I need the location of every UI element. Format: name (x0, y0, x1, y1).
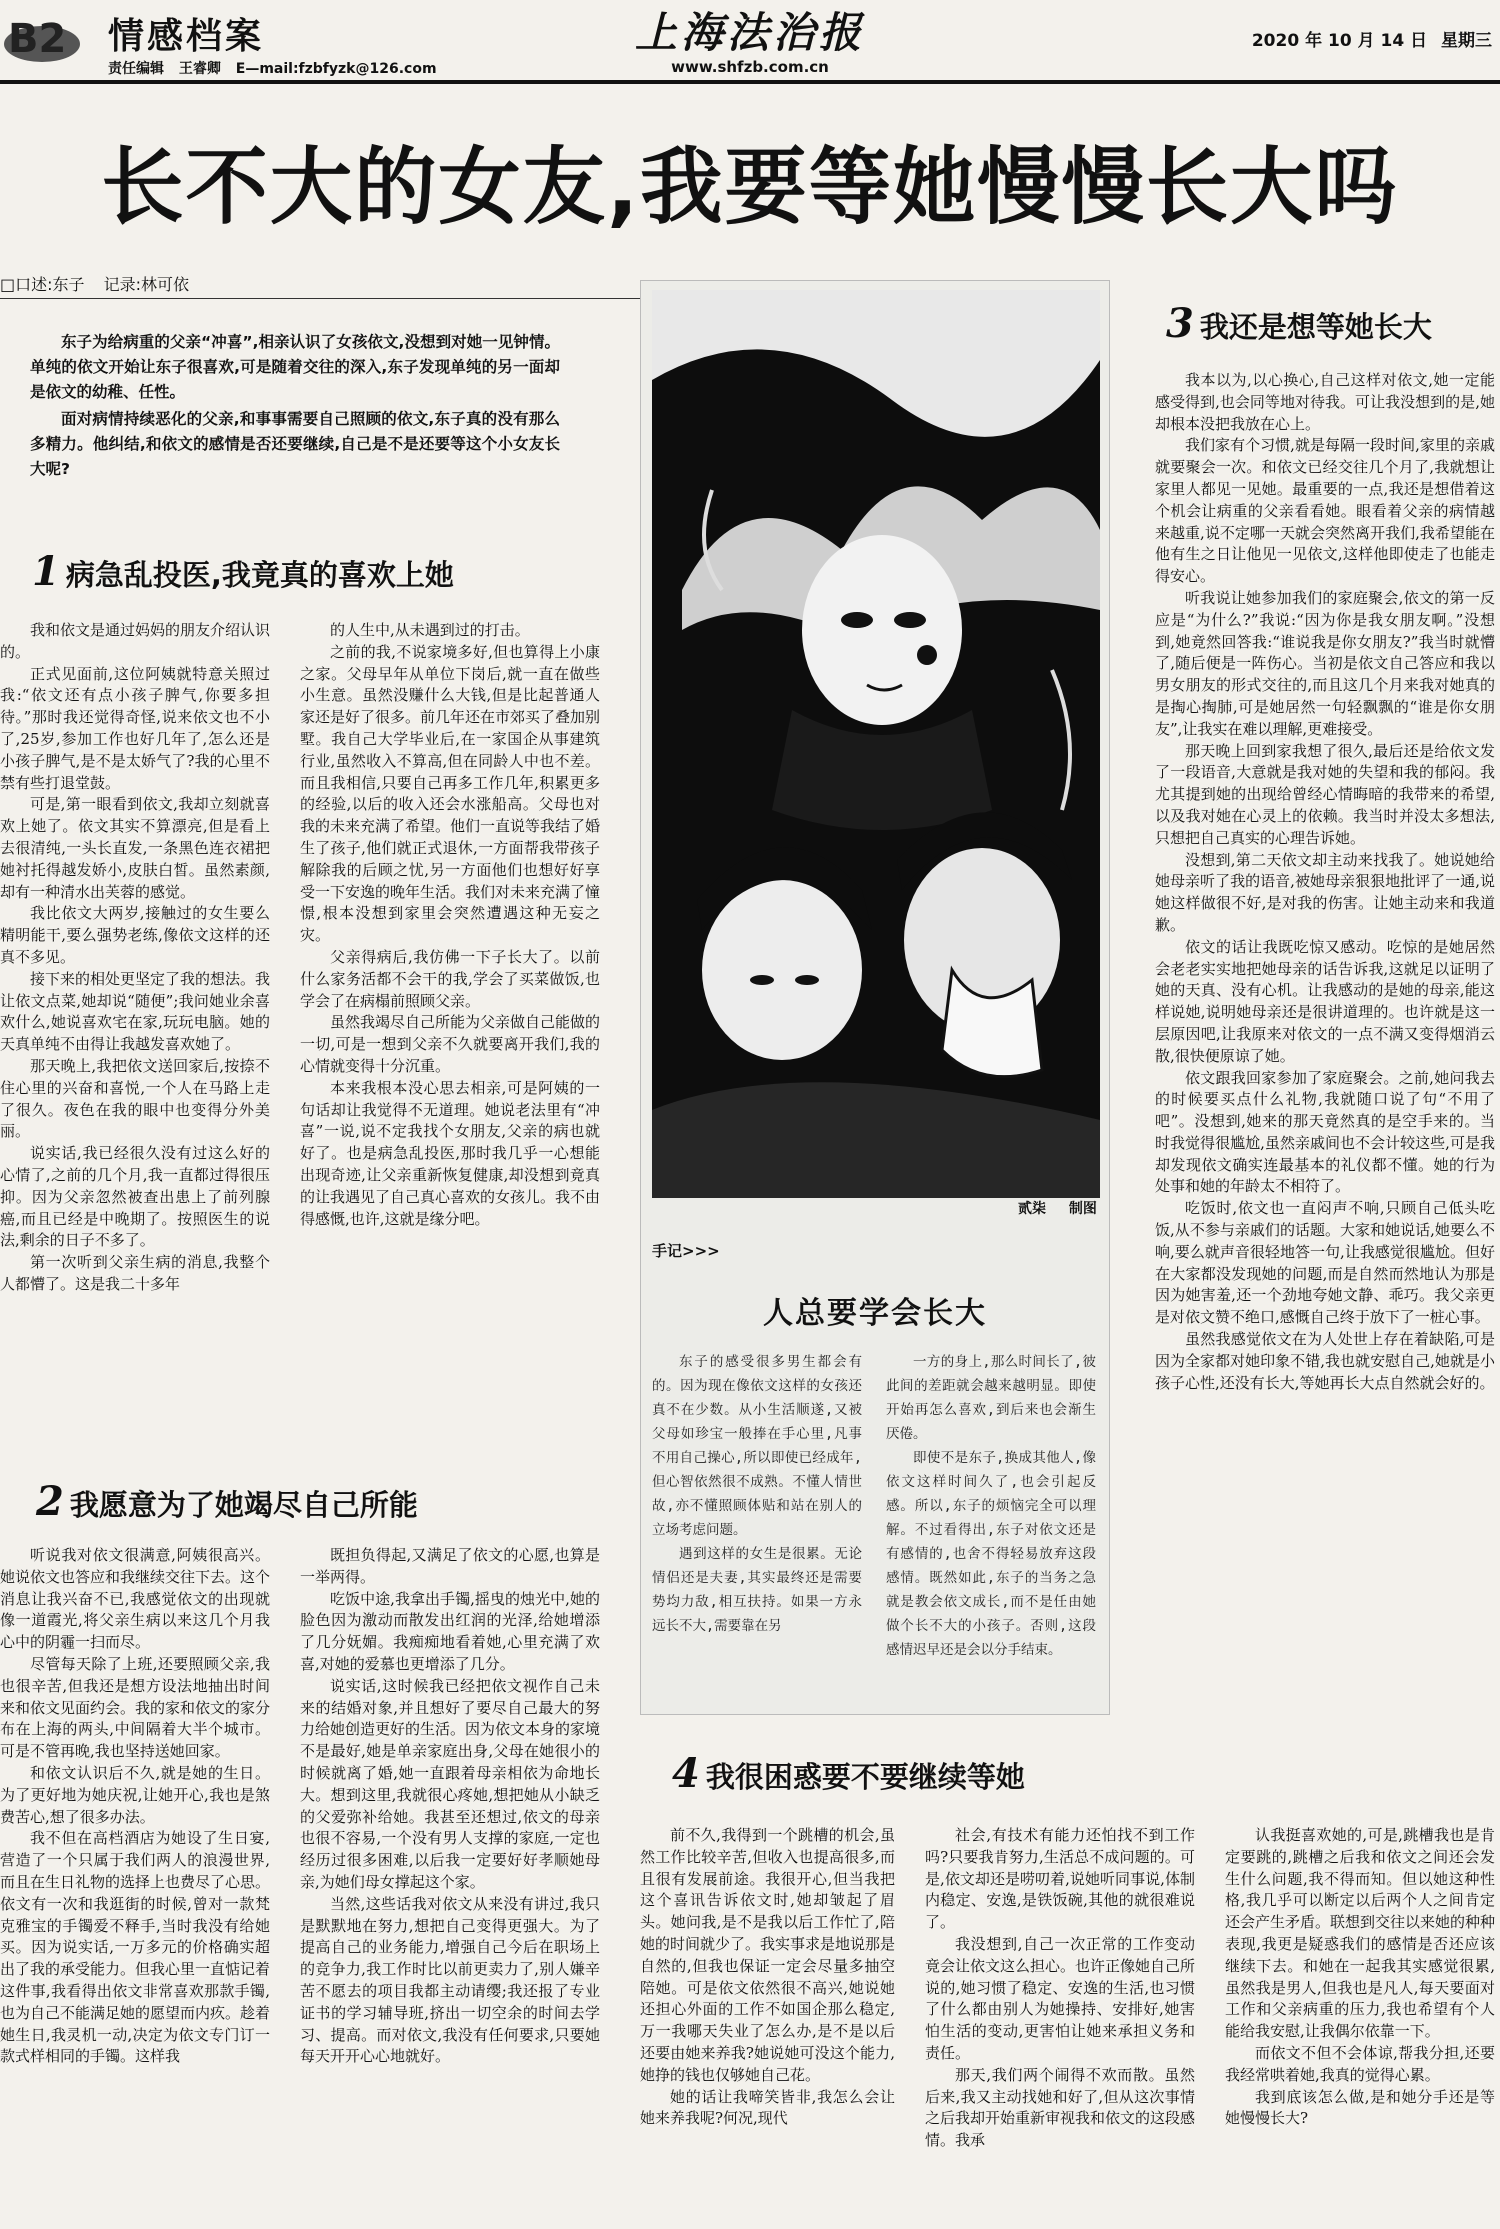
memo-paragraph: 东子的感受很多男生都会有的。因为现在像依文这样的女孩还真不在少数。从小生活顺遂,又被父母如珍宝一般捧在手心里,凡事不用自己操心,所以即使已经成年,但心智依然很不成熟。不懂人情世故,亦不懂照顾体贴和站在别人的立场考虑问题。 (652, 1354, 862, 1538)
section-number: 1 (32, 548, 60, 595)
headline: 长不大的女友,我要等她慢慢长大吗 (101, 138, 1399, 236)
paragraph: 我到底该怎么做,是和她分手还是等她慢慢长大? (1225, 2087, 1495, 2128)
section-name: 情感档案 (108, 16, 265, 57)
paragraph: 社会,有技术有能力还怕找不到工作吗?只要我肯努力,生活总不成问题的。可是,依文却还是唠叨着,说她听同事说,体制内稳定、安逸,是铁饭碗,其他的就很难说了。 (925, 1826, 1195, 1932)
issue-date (1244, 26, 1492, 51)
memo-paragraph: 即使不是东子,换成其他人,像依文这样时间久了,也会引起反感。所以,东子的烦恼完全可以理解。不过看得出,东子对依文还是有感情的,也舍不得轻易放弃这段感情。既然如此,东子的当务之急就是教会依文成长,而不是任由她做个长不大的小孩子。否则,这段感情迟早还是会以分手结束。 (886, 1450, 1096, 1658)
paragraph: 吃饭时,依文也一直闷声不响,只顾自己低头吃饭,从不参与亲戚们的话题。大家和她说话,她要么不响,要么就声音很轻地答一句,让我感觉很尴尬。但好在大家都没发现她的问题,而是自然而然地认为那是因为她害羞,还一个劲地夸她文静、乖巧。我父亲更是对依文赞不绝口,感慨自己终于放下了一桩心事。 (1155, 1199, 1495, 1327)
paragraph: 我不但在高档酒店为她设了生日宴,营造了一个只属于我们两人的浪漫世界,而且在生日礼物的选择上也费尽了心思。依文有一次和我逛街的时候,曾对一款梵克雅宝的手镯爱不释手,当时我没有给她买。因为说实话,一万多元的价格确实超出了我的承受能力。但我心里一直惦记着这件事,我看得出依文非常喜欢那款手镯,也为自己不能满足她的愿望而内疚。趁着她生日,我灵机一动,决定为依文专门订一款式样相同的手镯。这样我 (0, 1829, 270, 2066)
section-4-column-a (640, 1825, 895, 2225)
intro-paragraph: 面对病情持续恶化的父亲,和事事需要自己照顾的依文,东子真的没有那么多精力。他纠结,和依文的感情是否还要继续,自己是不是还要等这个小女友长大呢? (30, 410, 560, 478)
page-badge-text: B2 (8, 16, 67, 62)
paragraph: 的人生中,从未遇到过的打击。 (330, 621, 530, 639)
intro-paragraph: 东子为给病重的父亲“冲喜”,相亲认识了女孩依文,没想到对她一见钟情。单纯的依文开始让东子很喜欢,可是随着交往的深入,东子发现单纯的另一面却是依文的幼稚、任性。 (30, 333, 560, 401)
byline-narrator: □口述:东子 (0, 275, 85, 294)
section-2-column-b (300, 1545, 600, 2225)
paragraph: 第一次听到父亲生病的消息,我整个人都懵了。这是我二十多年 (0, 1253, 270, 1293)
section-1-heading (32, 548, 454, 595)
byline-rule (0, 298, 640, 299)
section-title: 我很困惑要不要继续等她 (705, 1760, 1025, 1794)
paragraph: 我本以为,以心换心,自己这样对依文,她一定能感受得到,也会同等地对待我。可让我没想到的是,她却根本没把我放在心上。 (1155, 371, 1495, 433)
section-1-column-a (0, 620, 270, 1440)
memo-label: 手记>>> (652, 1242, 720, 1260)
paragraph: 我们家有个习惯,就是每隔一段时间,家里的亲戚就要聚会一次。和依文已经交往几个月了,我就想让家里人都见一见她。最重要的一点,我还是想借着这个机会让病重的父亲看看她。眼看着父亲的病情越来越重,说不定哪一天就会突然离开我们,我希望能在他有生之日让他见一见依文,这样他即使走了也能走得安心。 (1155, 436, 1495, 586)
figure-credit (1000, 1198, 1097, 1218)
date: 2020 年 10 月 14 日 (1251, 31, 1428, 51)
paragraph: 我没想到,自己一次正常的工作变动竟会让依文这么担心。也许正像她自己所说的,她习惯了稳定、安逸的生活,也习惯了什么都由别人为她操持、安排好,她害怕生活的变动,更害怕让她来承担义务和责任。 (925, 1934, 1195, 2062)
paragraph: 那天,我们两个闹得不欢而散。虽然后来,我又主动找她和好了,但从这次事情之后我却开始重新审视我和依文的这段感情。我承 (925, 2065, 1195, 2150)
memo-column-b (886, 1350, 1096, 1705)
paragraph: 之前的我,不说家境多好,但也算得上小康之家。父母早年从单位下岗后,就一直在做些小生意。虽然没赚什么大钱,但是比起普通人家还是好了很多。前几年还在市郊买了叠加别墅。我自己大学毕业后,在一家国企从事建筑行业,虽然收入不算高,但在同龄人中也不差。而且我相信,只要自己再多工作几年,积累更多的经验,以后的收入还会水涨船高。父母也对我的未来充满了希望。他们一直说等我结了婚生了孩子,他们就正式退休,一方面帮我带孩子解除我的后顾之忧,另一方面他们也想好好享受一下安逸的晚年生活。我们对未来充满了憧憬,根本没想到家里会突然遭遇这种无妄之灾。 (300, 642, 600, 945)
section-4-column-c (1225, 1825, 1495, 2225)
paragraph: 她的话让我啼笑皆非,我怎么会让她来养我呢?何况,现代 (640, 2087, 895, 2128)
section-title: 病急乱投医,我竟真的喜欢上她 (65, 558, 454, 592)
section-number: 2 (36, 1478, 64, 1525)
byline-recorder: 记录:林可依 (103, 275, 190, 294)
editor-line (108, 58, 447, 78)
paper-name: 上海法治报 (634, 8, 865, 57)
illustration (652, 290, 1100, 1198)
paragraph: 既担负得起,又满足了依文的心愿,也算是一举两得。 (300, 1546, 600, 1586)
paragraph: 尽管每天除了上班,还要照顾父亲,我也很辛苦,但我还是想方设法地抽出时间来和依文见面约会。我的家和依文的家分布在上海的两头,中间隔着大半个城市。可是不管再晚,我也坚持送她回家。 (0, 1654, 270, 1761)
paragraph: 而依文不但不会体谅,帮我分担,还要我经常哄着她,我真的觉得心累。 (1225, 2043, 1495, 2084)
paragraph: 认我挺喜欢她的,可是,跳槽我也是肯定要跳的,跳槽之后我和依文之间还会发生什么问题,我不得而知。但以她这种性格,我几乎可以断定以后两个人之间肯定还会产生矛盾。联想到交往以来她的种种表现,我更是疑惑我们的感情是否还应该继续下去。和她在一起我其实感觉很累,虽然我是男人,但我也是凡人,每天要面对工作和父亲病重的压力,我也希望有个人能给我安慰,让我偶尔依靠一下。 (1225, 1826, 1495, 2041)
editor-email: E—mail:fzbfyzk@126.com (235, 61, 437, 77)
memo-paragraph: 遇到这样的女生是很累。无论情侣还是夫妻,其实最终还是需要势均力敌,相互扶持。如果一方永远长不大,需要靠在另 (652, 1546, 862, 1634)
section-4-heading (672, 1750, 1025, 1797)
paragraph: 本来我根本没心思去相亲,可是阿姨的一句话却让我觉得不无道理。她说老法里有“冲喜”一说,说不定我找个女朋友,父亲的病也就好了。也是病急乱投医,那时我几乎一心想能出现奇迹,让父亲重新恢复健康,却没想到竟真的让我遇见了自己真心喜欢的女孩儿。我不由得感慨,也许,这就是缘分吧。 (300, 1078, 600, 1228)
paragraph: 听说我对依文很满意,阿姨很高兴。她说依文也答应和我继续交往下去。这个消息让我兴奋不已,我感觉依文的出现就像一道霞光,将父亲生病以来这几个月我心中的阴霾一扫而尽。 (0, 1546, 270, 1652)
paragraph: 那天晚上,我把依文送回家后,按捺不住心里的兴奋和喜悦,一个人在马路上走了很久。夜色在我的眼中也变得分外美丽。 (0, 1056, 270, 1141)
section-2-heading (36, 1478, 418, 1525)
section-number: 4 (672, 1750, 700, 1797)
page-badge (2, 8, 94, 66)
masthead (0, 0, 1500, 80)
figure-credit-role: 制图 (1068, 1201, 1097, 1217)
paragraph: 可是,第一眼看到依文,我却立刻就喜欢上她了。依文其实不算漂亮,但是看上去很清纯,一头长直发,一条黑色连衣裙把她衬托得越发娇小,皮肤白皙。虽然素颜,却有一种清水出芙蓉的感觉。 (0, 795, 270, 901)
paragraph: 那天晚上回到家我想了很久,最后还是给依文发了一段语音,大意就是我对她的失望和我的郁闷。我尤其提到她的出现给曾经心情晦暗的我带来的希望,以及我对她在心灵上的依赖。我当时并没太多想法,只想把自己真实的心理告诉她。 (1155, 741, 1495, 847)
paragraph: 依文跟我回家参加了家庭聚会。之前,她问我去的时候要买点什么礼物,我就随口说了句“不用了吧”。没想到,她来的那天竟然真的是空手来的。当时我觉得很尴尬,虽然亲戚间也不会计较这些,可是我却发现依文确实连最基本的礼仪都不懂。她的行为处事和她的年龄太不相符了。 (1155, 1068, 1495, 1196)
byline (0, 272, 203, 295)
section-number: 3 (1166, 300, 1194, 347)
figure-credit-name: 贰柒 (1018, 1201, 1046, 1217)
intro (30, 330, 560, 484)
section-3-heading (1166, 300, 1432, 347)
paragraph: 没想到,第二天依文却主动来找我了。她说她给她母亲听了我的语音,被她母亲狠狠地批评了一通,说她这样做很不好,是对我的伤害。让她主动来和我道歉。 (1155, 850, 1495, 934)
section-1-column-b (300, 620, 600, 1440)
paragraph: 虽然我感觉依文在为人处世上存在着缺陷,可是因为全家都对她印象不错,我也就安慰自己,她就是小孩子心性,还没有长大,等她再长大点自然就会好的。 (1155, 1330, 1495, 1392)
paragraph: 听我说让她参加我们的家庭聚会,依文的第一反应是“为什么?”我说:“因为你是我女朋友啊。”没想到,她竟然回答我:“谁说我是你女朋友?”我当时就懵了,随后便是一阵伤心。当初是依文自己答应和我以男女朋友的形式交往的,而且这几个月来我对她真的是掏心掏肺,可是她居然一句轻飘飘的“谁是你女朋友”,让我实在难以理解,更难接受。 (1155, 588, 1495, 738)
memo-paragraph: 一方的身上,那么时间长了,彼此间的差距就会越来越明显。即使开始再怎么喜欢,到后来也会渐生厌倦。 (886, 1354, 1096, 1442)
paragraph: 说实话,这时候我已经把依文视作自己未来的结婚对象,并且想好了要尽自己最大的努力给她创造更好的生活。因为依文本身的家境不是最好,她是单亲家庭出身,父母在她很小的时候就离了婚,她一直跟着母亲相依为命地长大。想到这里,我就很心疼她,想把她从小缺乏的父爱弥补给她。我甚至还想过,依文的母亲也很不容易,一个没有男人支撑的家庭,一定也经历过很多困难,以后我一定要好好孝顺她母亲,为她们母女撑起这个家。 (300, 1676, 600, 1891)
paragraph: 父亲得病后,我仿佛一下子长大了。以前什么家务活都不会干的我,学会了买菜做饭,也学会了在病榻前照顾父亲。 (300, 947, 600, 1010)
section-title: 我愿意为了她竭尽自己所能 (69, 1488, 418, 1522)
paper-url: www.shfzb.com.cn (671, 58, 829, 76)
paragraph: 正式见面前,这位阿姨就特意关照过我:“依文还有点小孩子脾气,你要多担待。”那时我还觉得奇怪,说来依文也不小了,25岁,参加工作也好几年了,怎么还是小孩子脾气,是不是太娇气了?我的心里不禁有些打退堂鼓。 (0, 664, 270, 792)
paragraph: 依文的话让我既吃惊又感动。吃惊的是她居然会老老实实地把她母亲的话告诉我,这就足以证明了她的天真、没有心机。让我感动的是她的母亲,能这样说她,说明她母亲还是很讲道理的。也许就是这一层原因吧,让我原来对依文的一点不满又变得烟消云散,很快便原谅了她。 (1155, 937, 1495, 1065)
weekday: 星期三 (1441, 31, 1492, 51)
paragraph: 虽然我竭尽自己所能为父亲做自己能做的一切,可是一想到父亲不久就要离开我们,我的心情就变得十分沉重。 (300, 1013, 600, 1075)
paragraph: 吃饭中途,我拿出手镯,摇曳的烛光中,她的脸色因为激动而散发出红润的光泽,给她增添了几分妩媚。我痴痴地看着她,心里充满了欢喜,对她的爱慕也更增添了几分。 (300, 1589, 600, 1673)
memo-title: 人总要学会长大 (763, 1296, 987, 1331)
paragraph: 我和依文是通过妈妈的朋友介绍认识的。 (0, 621, 270, 661)
illustration-art (652, 290, 1100, 1198)
section-3-column (1155, 370, 1495, 1705)
paragraph: 说实话,我已经很久没有过这么好的心情了,之前的几个月,我一直都过得很压抑。因为父亲忽然被查出患上了前列腺癌,而且已经是中晚期了。按照医生的说法,剩余的日子不多了。 (0, 1144, 270, 1250)
masthead-rule (0, 80, 1500, 84)
editor-label: 责任编辑 (108, 61, 164, 77)
paragraph: 接下来的相处更坚定了我的想法。我让依文点菜,她却说“随便”;我问她业余喜欢什么,她说喜欢宅在家,玩玩电脑。她的天真单纯不由得让我越发喜欢她了。 (0, 969, 270, 1054)
paragraph: 前不久,我得到一个跳槽的机会,虽然工作比较辛苦,但收入也提高很多,而且很有发展前途。我很开心,但当我把这个喜讯告诉依文时,她却皱起了眉头。她问我,是不是我以后工作忙了,陪她的时间就少了。我实事求是地说那是自然的,但我也保证一定会尽量多抽空陪她。可是依文依然很不高兴,她说她还担心外面的工作不如国企那么稳定,万一我哪天失业了怎么办,是不是以后还要由她来养我?她说她可没这个能力,她挣的钱也仅够她自己花。 (640, 1826, 895, 2084)
editor-name: 王睿卿 (178, 61, 221, 77)
section-title: 我还是想等她长大 (1199, 310, 1432, 344)
paragraph: 和依文认识后不久,就是她的生日。为了更好地为她庆祝,让她开心,我也是煞费苦心,想了很多办法。 (0, 1763, 270, 1826)
paragraph: 当然,这些话我对依文从来没有讲过,我只是默默地在努力,想把自己变得更强大。为了提高自己的业务能力,增强自己今后在职场上的竞争力,我工作时比以前更卖力了,别人嫌辛苦不愿去的项目我都主动请缨;我还报了专业证书的学习辅导班,挤出一切空余的时间去学习、提高。而对依文,我没有任何要求,只要她每天开开心心地就好。 (300, 1894, 600, 2066)
section-4-column-b (925, 1825, 1195, 2225)
memo-column-a (652, 1350, 862, 1705)
section-2-column-a (0, 1545, 270, 2225)
paragraph: 我比依文大两岁,接触过的女生要么精明能干,要么强势老练,像依文这样的还真不多见。 (0, 904, 270, 966)
